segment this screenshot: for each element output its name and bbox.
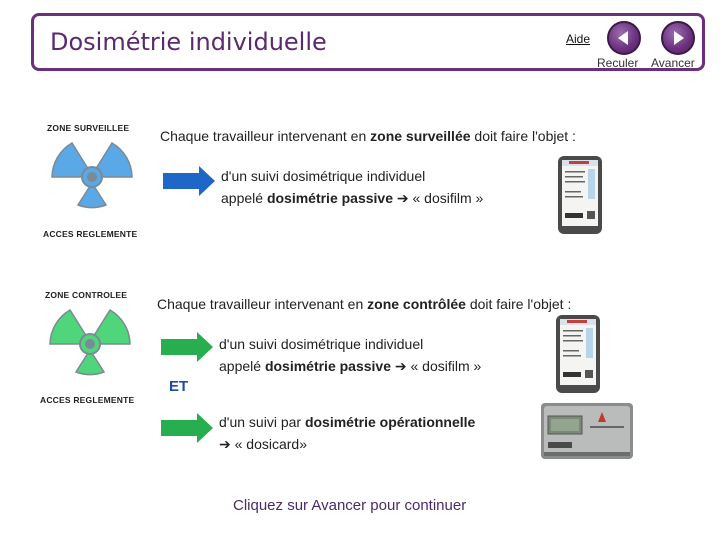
blue-arrow-icon bbox=[163, 166, 215, 196]
help-link[interactable]: Aide bbox=[566, 32, 591, 46]
zone-controlee-item-operationnelle: d'un suivi par dosimétrie opérationnelle ➔ « dosicard» bbox=[219, 414, 476, 452]
forward-button[interactable] bbox=[661, 21, 695, 55]
zone-controlee-sign-title: ZONE CONTROLEE bbox=[45, 290, 128, 300]
zone-surveillee-sign-subtitle: ACCES REGLEMENTE bbox=[43, 229, 138, 239]
back-label: Reculer bbox=[597, 56, 639, 70]
zone-controlee-item-passive: d'un suivi dosimétrique individuel appelé dosimétrie passive ➔ « dosifilm » bbox=[219, 336, 482, 374]
zone-surveillee-intro: Chaque travailleur intervenant en zone surveillée doit faire l'objet : bbox=[160, 128, 576, 144]
radiation-trefoil-icon bbox=[38, 300, 142, 396]
dosifilm-badge-icon bbox=[555, 314, 601, 394]
green-arrow-icon bbox=[161, 413, 213, 443]
header-bar bbox=[31, 13, 705, 71]
radiation-trefoil-icon bbox=[40, 133, 144, 229]
zone-surveillee-sign-title: ZONE SURVEILLEE bbox=[47, 123, 130, 133]
green-arrow-icon bbox=[161, 332, 213, 362]
zone-controlee-sign-subtitle: ACCES REGLEMENTE bbox=[40, 395, 135, 405]
forward-arrow-icon bbox=[670, 30, 686, 46]
continue-instruction: Cliquez sur Avancer pour continuer bbox=[233, 497, 467, 514]
et-connector: ET bbox=[169, 378, 189, 395]
zone-controlee-intro: Chaque travailleur intervenant en zone contrôlée doit faire l'objet : bbox=[157, 296, 572, 312]
back-button[interactable] bbox=[607, 21, 641, 55]
dosifilm-badge-icon bbox=[557, 155, 603, 235]
page-title: Dosimétrie individuelle bbox=[50, 28, 327, 56]
dosicard-device-icon bbox=[540, 402, 634, 460]
forward-label: Avancer bbox=[651, 56, 695, 70]
back-arrow-icon bbox=[616, 30, 632, 46]
zone-surveillee-item: d'un suivi dosimétrique individuel appelé dosimétrie passive ➔ « dosifilm » bbox=[221, 168, 484, 206]
